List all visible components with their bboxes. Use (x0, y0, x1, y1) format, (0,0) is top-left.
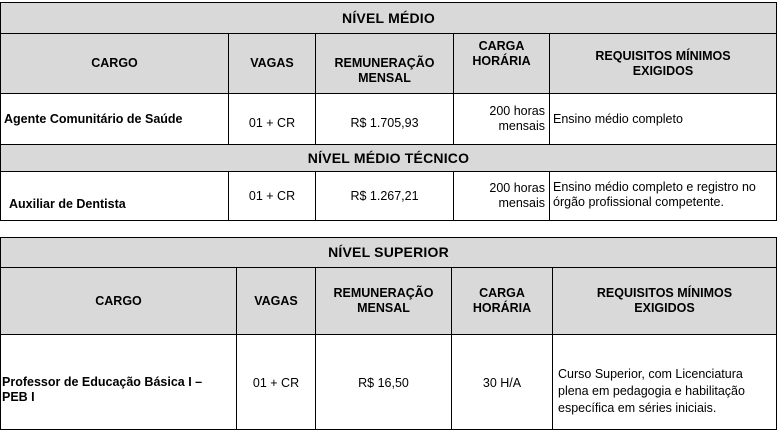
col2-header-vagas (236, 267, 316, 335)
col-header-remuneracao-label: REMUNERAÇÃO MENSAL (334, 55, 435, 85)
row-medio-requisitos-text: Ensino médio completo (553, 111, 683, 126)
row-tecnico-carga-text: 200 horas mensais (489, 181, 545, 210)
col-header-requisitos-label: REQUISITOS MÍNIMOS EXIGIDOS (595, 48, 731, 78)
row-superior-carga (451, 334, 553, 430)
col2-header-cargo (0, 267, 237, 335)
row-superior-remuneracao-text: R$ 16,50 (358, 375, 409, 390)
col-header-remuneracao (315, 33, 454, 94)
row-tecnico-requisitos (549, 171, 777, 221)
nivel-superior-title: NÍVEL SUPERIOR (328, 244, 449, 260)
row-superior-requisitos (552, 334, 777, 430)
row-tecnico-remuneracao (315, 171, 454, 221)
row-medio-cargo (0, 93, 229, 145)
row-tecnico-cargo (0, 171, 229, 221)
col2-header-vagas-label: VAGAS (254, 293, 298, 308)
row-medio-remuneracao (315, 93, 454, 145)
row-medio-remuneracao-text: R$ 1.705,93 (350, 115, 419, 130)
col-header-vagas-label: VAGAS (250, 56, 294, 70)
row-superior-cargo (0, 334, 237, 430)
row-medio-vagas-text: 01 + CR (248, 115, 296, 130)
row-medio-requisitos (549, 93, 777, 145)
row-tecnico-vagas-text: 01 + CR (248, 188, 296, 203)
row-medio-carga (453, 93, 550, 145)
col2-header-requisitos-label: REQUISITOS MÍNIMOS EXIGIDOS (596, 286, 733, 315)
col-header-requisitos (549, 33, 777, 94)
col2-header-carga (451, 267, 553, 335)
row-tecnico-vagas (228, 171, 316, 221)
row-superior-cargo-text: Professor de Educação Básica I – PEB I (2, 375, 203, 404)
nivel-superior-header (0, 237, 777, 268)
row-superior-remuneracao (315, 334, 452, 430)
col-header-vagas (228, 33, 316, 94)
col-header-carga (453, 33, 550, 94)
row-superior-vagas (236, 334, 316, 430)
row-superior-requisitos-text: Curso Superior, com Licenciatura plena em pedagogia e habilitação específica em séries iniciais. (558, 366, 745, 415)
col-header-cargo (0, 33, 229, 94)
col2-header-remuneracao-label: REMUNERAÇÃO MENSAL (333, 286, 434, 315)
row-medio-carga-text: 200 horas mensais (489, 104, 545, 133)
col2-header-remuneracao (315, 267, 452, 335)
row-medio-cargo-text: Agente Comunitário de Saúde (4, 111, 183, 126)
col-header-carga-label: CARGA HORÁRIA (472, 39, 531, 68)
col-header-cargo-label: CARGO (91, 56, 138, 70)
nivel-tecnico-header (0, 144, 777, 172)
col2-header-cargo-label: CARGO (95, 293, 142, 308)
nivel-medio-title: NÍVEL MÉDIO (342, 9, 435, 26)
col2-header-carga-label: CARGA HORÁRIA (472, 286, 532, 315)
row-superior-vagas-text: 01 + CR (252, 375, 300, 390)
nivel-tecnico-title: NÍVEL MÉDIO TÉCNICO (307, 149, 470, 166)
row-tecnico-requisitos-text: Ensino médio completo e registro no órgão profissional competente. (553, 180, 756, 209)
row-superior-carga-text: 30 H/A (482, 375, 522, 390)
row-medio-vagas (228, 93, 316, 145)
row-tecnico-cargo-text: Auxiliar de Dentista (9, 197, 126, 211)
col2-header-requisitos (552, 267, 777, 335)
row-tecnico-carga (453, 171, 550, 221)
row-tecnico-remuneracao-text: R$ 1.267,21 (350, 188, 419, 203)
nivel-medio-header (0, 2, 777, 34)
